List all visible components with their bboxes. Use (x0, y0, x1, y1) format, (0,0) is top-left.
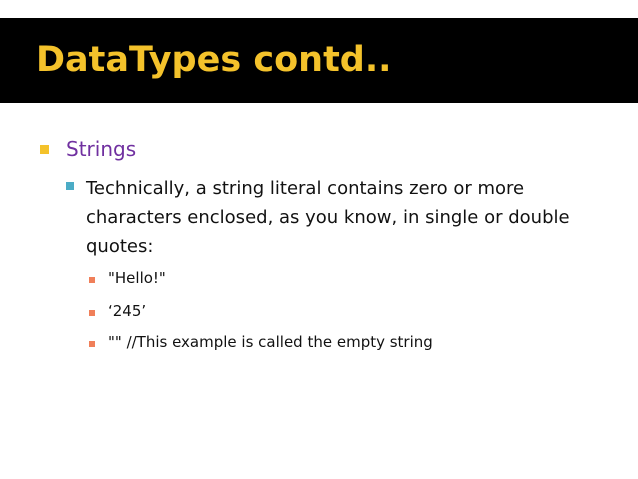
level3-item-245: ‘245’ (108, 302, 147, 320)
level3-bullet-icon (89, 341, 95, 347)
level3-item-empty-string: "" //This example is called the empty string (108, 333, 433, 351)
level3-bullet-icon (89, 310, 95, 316)
level2-bullet-text: Technically, a string literal contains zero or more characters enclosed, as you know, in single or double quotes: (86, 178, 570, 257)
level3-item-hello: "Hello!" (108, 269, 166, 287)
level1-bullet-text: Strings (66, 137, 137, 161)
level2-bullet-icon (66, 182, 74, 190)
level3-bullet-icon (89, 277, 95, 283)
slide-title: DataTypes contd.. (36, 40, 392, 80)
level1-bullet-icon (40, 145, 49, 154)
